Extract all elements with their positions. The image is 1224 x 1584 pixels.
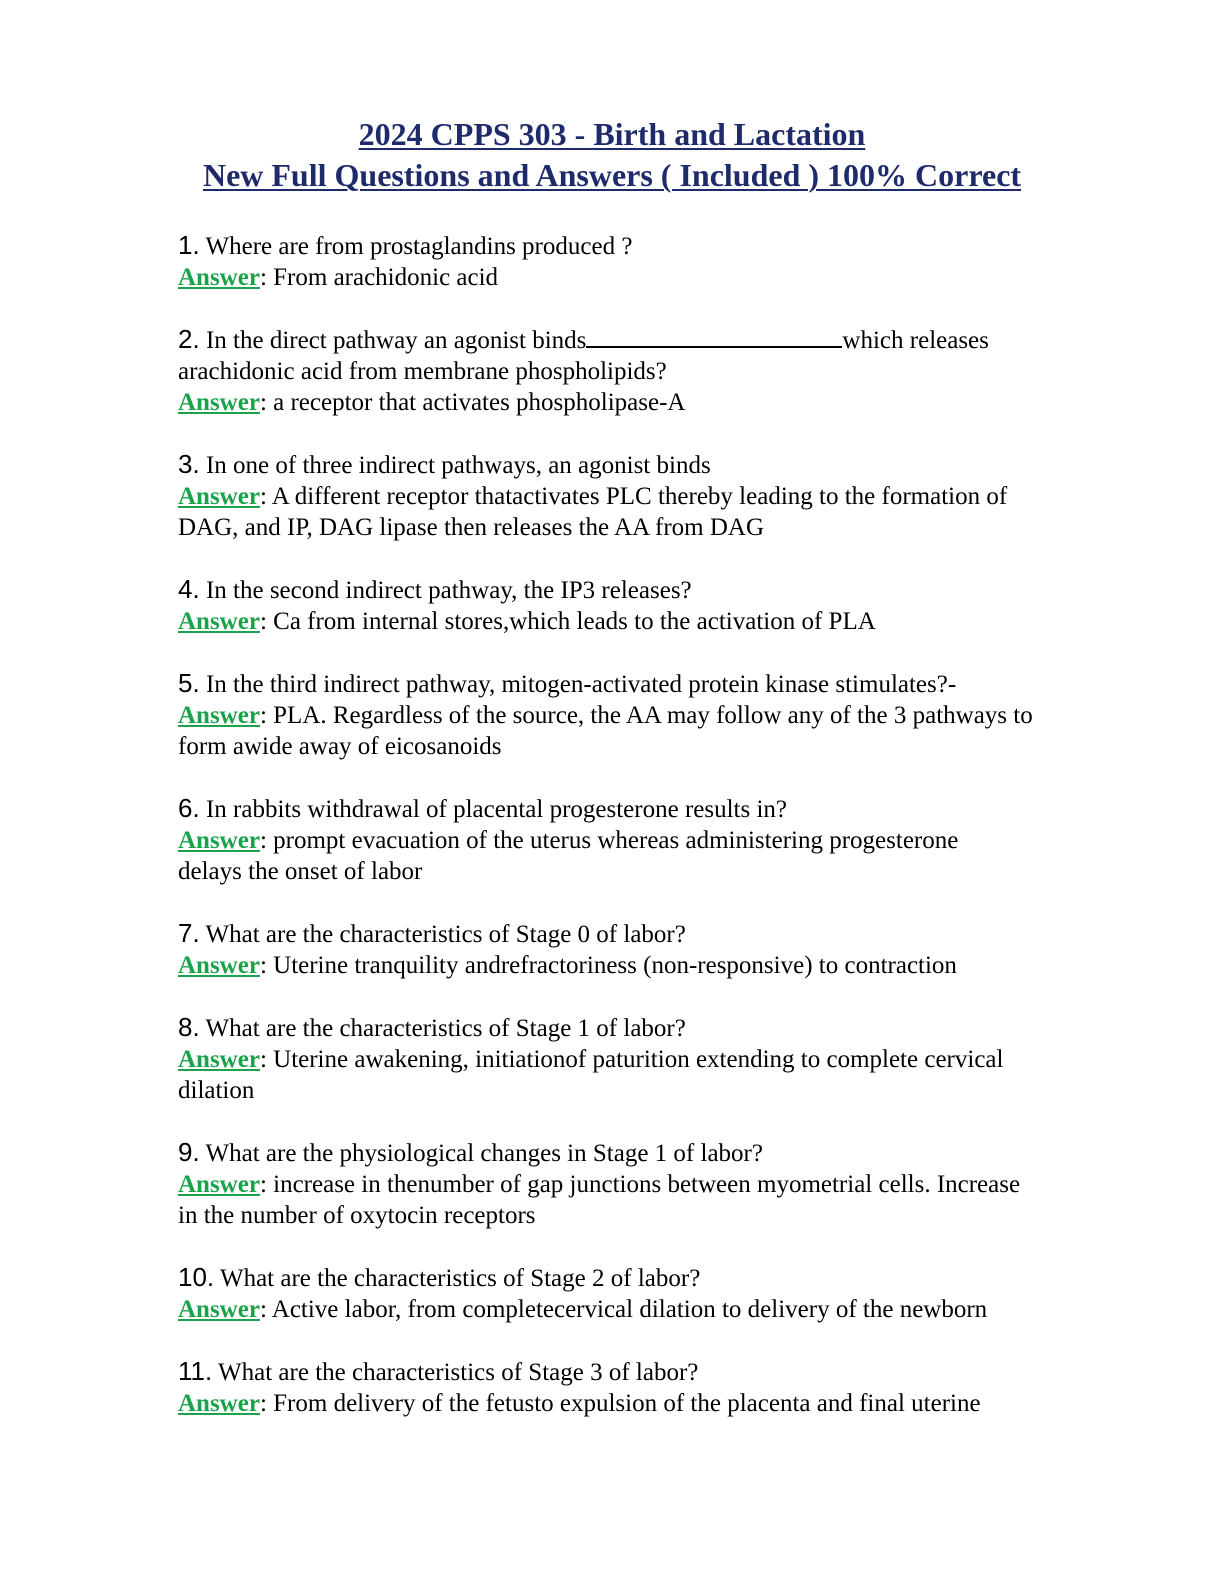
qa-list bbox=[178, 230, 1128, 1450]
question-line: 6. In rabbits withdrawal of placental progesterone results in? bbox=[178, 793, 788, 823]
title-line-1: 2024 CPPS 303 - Birth and Lactation bbox=[358, 116, 866, 152]
question-number: 9 bbox=[178, 1137, 193, 1167]
answer-text: From delivery of the fetusto expulsion of the placenta and final uterine bbox=[273, 1390, 981, 1417]
qa-item-7 bbox=[178, 918, 1128, 981]
question-text: In the direct pathway an agonist binds bbox=[205, 327, 587, 354]
answer-line-2: delays the onset of labor bbox=[178, 858, 423, 885]
question-line: 4. In the second indirect pathway, the IP3 releases? bbox=[178, 574, 692, 604]
question-line: 2. In the direct pathway an agonist binds which releases bbox=[178, 324, 989, 354]
question-text: In the second indirect pathway, the IP3 releases? bbox=[205, 577, 692, 604]
answer-label: Answer bbox=[178, 608, 260, 635]
question-text: What are the characteristics of Stage 3 of labor? bbox=[218, 1359, 699, 1386]
answer-text: Ca from internal stores,which leads to the activation of PLA bbox=[273, 608, 876, 635]
answer-text: a receptor that activates phospholipase-A bbox=[273, 389, 686, 416]
question-number: 10 bbox=[178, 1262, 207, 1292]
answer-line-2: in the number of oxytocin receptors bbox=[178, 1202, 536, 1229]
answer-line: Answer: From arachidonic acid bbox=[178, 264, 499, 291]
question-text-after: which releases bbox=[842, 327, 989, 354]
qa-item-8 bbox=[178, 1012, 1128, 1106]
qa-item-6 bbox=[178, 793, 1128, 887]
answer-label: Answer bbox=[178, 264, 260, 291]
answer-line: Answer: Ca from internal stores,which leads to the activation of PLA bbox=[178, 608, 876, 635]
question-text: In rabbits withdrawal of placental progesterone results in? bbox=[205, 796, 788, 823]
answer-label: Answer bbox=[178, 702, 260, 729]
qa-item-2 bbox=[178, 324, 1128, 418]
answer-line: Answer: prompt evacuation of the uterus whereas administering progesterone bbox=[178, 827, 959, 854]
qa-item-5 bbox=[178, 668, 1128, 762]
question-text: What are the characteristics of Stage 0 of labor? bbox=[205, 921, 686, 948]
answer-label: Answer bbox=[178, 1046, 260, 1073]
question-number: 6 bbox=[178, 793, 193, 823]
answer-line-2: DAG, and IP, DAG lipase then releases the AA from DAG bbox=[178, 514, 764, 541]
question-text: What are the physiological changes in Stage 1 of labor? bbox=[205, 1140, 763, 1167]
question-number: 1 bbox=[178, 230, 193, 260]
answer-text: Uterine tranquility andrefractoriness (non-responsive) to contraction bbox=[273, 952, 957, 979]
answer-text: increase in thenumber of gap junctions between myometrial cells. Increase bbox=[273, 1171, 1021, 1198]
title-line-2: New Full Questions and Answers ( Included ) 100% Correct bbox=[202, 157, 1022, 193]
question-line: 1. Where are from prostaglandins produced ? bbox=[178, 230, 633, 260]
answer-line-2: dilation bbox=[178, 1077, 255, 1104]
fill-in-blank bbox=[586, 328, 842, 348]
answer-label: Answer bbox=[178, 1296, 260, 1323]
qa-item-3 bbox=[178, 449, 1128, 543]
question-text: Where are from prostaglandins produced ? bbox=[205, 233, 633, 260]
answer-text: prompt evacuation of the uterus whereas administering progesterone bbox=[273, 827, 959, 854]
question-text: What are the characteristics of Stage 1 of labor? bbox=[205, 1015, 686, 1042]
answer-line: Answer: increase in thenumber of gap junctions between myometrial cells. Increase bbox=[178, 1171, 1021, 1198]
question-text: What are the characteristics of Stage 2 of labor? bbox=[219, 1265, 701, 1292]
question-number: 4 bbox=[178, 574, 193, 604]
question-line: 9. What are the physiological changes in Stage 1 of labor? bbox=[178, 1137, 763, 1167]
question-text: In one of three indirect pathways, an agonist binds bbox=[205, 452, 711, 479]
document-title bbox=[0, 114, 1224, 196]
question-text: In the third indirect pathway, mitogen-activated protein kinase stimulates?- bbox=[205, 671, 957, 698]
answer-line: Answer: a receptor that activates phospholipase-A bbox=[178, 389, 686, 416]
answer-line: Answer: PLA. Regardless of the source, the AA may follow any of the 3 pathways to bbox=[178, 702, 1033, 729]
qa-item-9 bbox=[178, 1137, 1128, 1231]
answer-label: Answer bbox=[178, 483, 260, 510]
answer-line: Answer: Uterine awakening, initiationof paturition extending to complete cervical bbox=[178, 1046, 1004, 1073]
answer-line: Answer: A different receptor thatactivates PLC thereby leading to the formation of bbox=[178, 483, 1008, 510]
answer-text: A different receptor thatactivates PLC thereby leading to the formation of bbox=[271, 483, 1008, 510]
answer-text: PLA. Regardless of the source, the AA may follow any of the 3 pathways to bbox=[273, 702, 1033, 729]
question-number: 3 bbox=[178, 449, 193, 479]
question-line: 7. What are the characteristics of Stage 0 of labor? bbox=[178, 918, 686, 948]
answer-label: Answer bbox=[178, 1390, 260, 1417]
question-number: 8 bbox=[178, 1012, 193, 1042]
qa-item-10 bbox=[178, 1262, 1128, 1325]
question-line: 3. In one of three indirect pathways, an agonist binds bbox=[178, 449, 711, 479]
question-line: 10. What are the characteristics of Stage 2 of labor? bbox=[178, 1262, 701, 1292]
answer-line: Answer: Active labor, from completecervical dilation to delivery of the newborn bbox=[178, 1296, 988, 1323]
question-line-2: arachidonic acid from membrane phospholipids? bbox=[178, 358, 667, 385]
answer-text: Uterine awakening, initiationof paturition extending to complete cervical bbox=[273, 1046, 1004, 1073]
question-line: 5. In the third indirect pathway, mitogen-activated protein kinase stimulates?- bbox=[178, 668, 957, 698]
question-number: 7 bbox=[178, 918, 193, 948]
answer-label: Answer bbox=[178, 952, 260, 979]
question-number: 5 bbox=[178, 668, 193, 698]
qa-item-1 bbox=[178, 230, 1128, 293]
answer-line-2: form awide away of eicosanoids bbox=[178, 733, 502, 760]
answer-line: Answer: Uterine tranquility andrefractoriness (non-responsive) to contraction bbox=[178, 952, 957, 979]
answer-label: Answer bbox=[178, 389, 260, 416]
answer-line: Answer: From delivery of the fetusto expulsion of the placenta and final uterine bbox=[178, 1390, 981, 1417]
qa-item-4 bbox=[178, 574, 1128, 637]
question-number: 2 bbox=[178, 324, 193, 354]
answer-text: Active labor, from completecervical dilation to delivery of the newborn bbox=[271, 1296, 988, 1323]
question-line: 8. What are the characteristics of Stage 1 of labor? bbox=[178, 1012, 686, 1042]
answer-text: From arachidonic acid bbox=[273, 264, 499, 291]
qa-item-11 bbox=[178, 1356, 1128, 1419]
question-line: 11. What are the characteristics of Stage 3 of labor? bbox=[178, 1356, 699, 1386]
question-number: 11 bbox=[178, 1356, 205, 1386]
answer-label: Answer bbox=[178, 1171, 260, 1198]
answer-label: Answer bbox=[178, 827, 260, 854]
